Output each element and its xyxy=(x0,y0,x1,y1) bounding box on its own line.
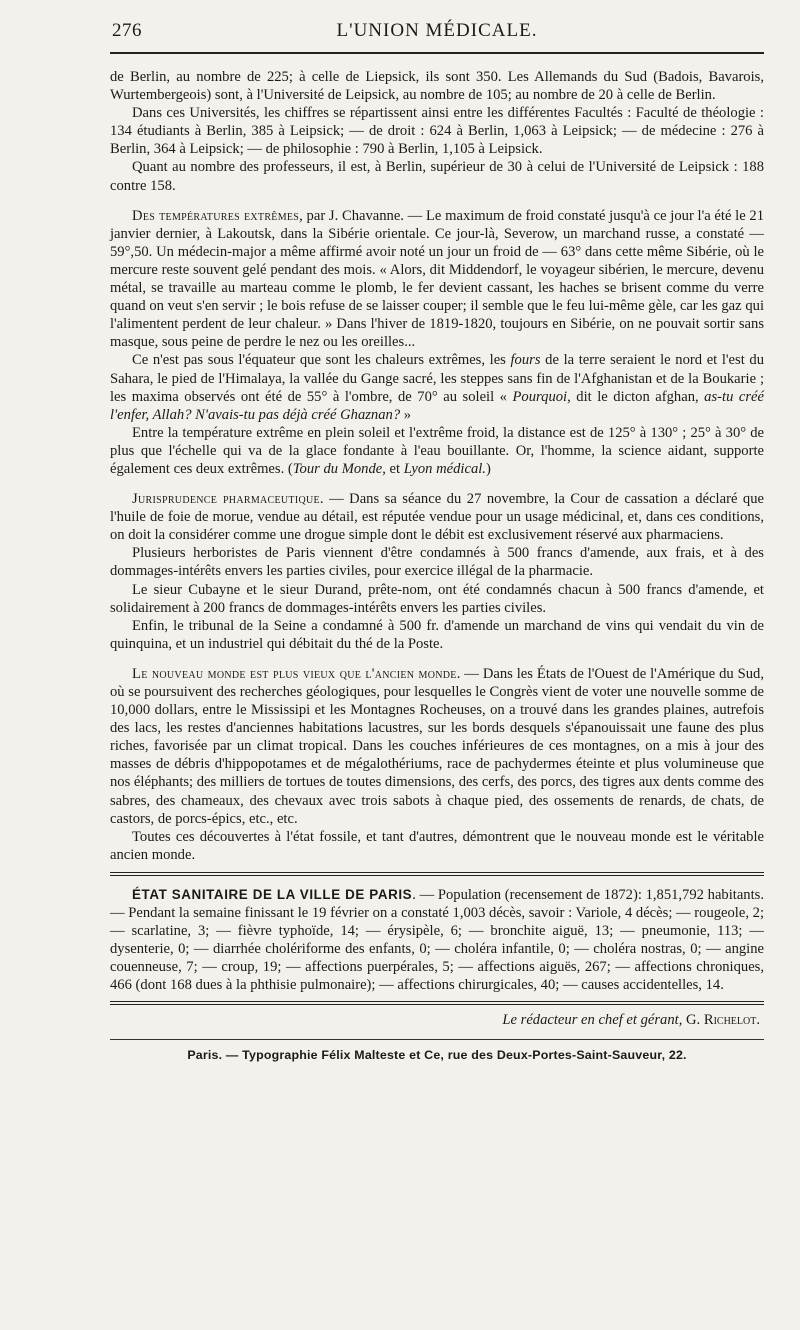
section-temperatures xyxy=(110,207,764,478)
paragraph-temperatures-3 xyxy=(110,424,764,478)
journal-title: L'UNION MÉDICALE. xyxy=(336,20,538,41)
paragraph-jurisprudence-4: Enfin, le tribunal de la Seine a condamné à 500 fr. d'amende un marchand de vins qui vendait du vin de quinquina, et un industriel qui débitait du thé de la Poste. xyxy=(110,617,764,652)
paragraph-jurisprudence-3: Le sieur Cubayne et le sieur Durand, prête-nom, ont été condamnés chacun à 500 francs d'amende, et solidairement à 200 francs de dommages-intérêts envers les parties civiles. xyxy=(110,581,764,616)
paragraph-nouveau-monde-2: Toutes ces découvertes à l'état fossile, et tant d'autres, démontrent que le nouveau monde est le véritable ancien monde. xyxy=(110,828,764,863)
text-run: ) xyxy=(485,460,491,477)
italic-run: Tour du Monde xyxy=(292,460,383,477)
page-header xyxy=(110,16,764,50)
paragraph-nouveau-monde-1 xyxy=(110,665,764,828)
paragraph-jurisprudence-2: Plusieurs herboristes de Paris viennent d'être condamnés à 500 francs d'amende, aux frais, et à des dommages-intérêts envers les parties civiles, pour exercice illégal de la pharmacie. xyxy=(110,545,764,580)
paragraph-text: . — Population (recensement de 1872): 1,851,792 habitants. — Pendant la semaine finissant le 19 février on a constaté 1,003 décès, savoir : Variole, 4 décès; — rougeole, 2; — scarlatine, 3; — fièvre typhoïde, 14; — érysipèle, 6; — bronchite aiguë, 13; — pneumonie, 113; — dysenterie, 0; — diarrhée cholériforme des enfants, 0; — choléra infantile, 0; — choléra nostras, 0; — angine couenneuse, 7; — croup, 19; — affections puerpérales, 5; — affections aiguës, 267; — affections chroniques, 466 (dont 168 dues à la phthisie pulmonaire); — affections chirurgicales, 40; — causes accidentelles, 14. xyxy=(110,886,764,994)
paragraph-universites-1: de Berlin, au nombre de 225; à celle de Liepsick, ils sont 350. Les Allemands du Sud (Badois, Bavarois, Wurtembergeois) sont, à l'Université de Leipsick, au nombre de 105; au nombre de 20 à celle de Berlin. xyxy=(110,69,764,104)
section-heading-nouveau-monde: Le nouveau monde est plus vieux que l'ancien monde xyxy=(132,665,457,682)
section-nouveau-monde xyxy=(110,665,764,864)
text-run: » xyxy=(400,406,412,423)
text-run: dit le dicton afghan, xyxy=(570,388,705,405)
paragraph-temperatures-2 xyxy=(110,351,764,423)
paragraph-etat-sanitaire xyxy=(110,886,764,995)
italic-run: fours xyxy=(510,352,541,369)
italic-run: Pourquoi, xyxy=(512,388,571,405)
section-etat-sanitaire xyxy=(110,886,764,995)
section-divider-bottom xyxy=(110,1001,764,1005)
section-heading-temperatures: Des températures extrêmes xyxy=(132,207,300,224)
italic-run: Lyon médical. xyxy=(403,460,486,477)
paragraph-text: . — Dans sa séance du 27 novembre, la Cour de cassation a déclaré que l'huile de foie de morue, vendue au détail, est réputée vendue pour un usage médicinal, et, dans ces conditions, on doit la considérer comme une drogue simple dont le débit est exclusivement réservé aux pharmaciens. xyxy=(110,491,764,544)
printer-imprint: Paris. — Typographie Félix Malteste et Ce, rue des Deux-Portes-Saint-Sauveur, 22. xyxy=(187,1047,687,1062)
section-divider xyxy=(110,872,764,876)
footer-rule xyxy=(110,1039,764,1040)
section-heading-jurisprudence: Jurisprudence pharmaceutique xyxy=(132,491,320,508)
text-run: Entre la température extrême en plein soleil et l'extrême froid, la distance est de 125° à 130° ; 25° à 30° de plus que l'échelle qui va de la glace fondante à l'eau bouillante. Or, l'homme, la science aidant, supporte également ces deux extrêmes. ( xyxy=(110,424,764,477)
header-rule xyxy=(110,52,764,54)
text-run: Ce n'est pas sous l'équateur que sont les chaleurs extrêmes, les xyxy=(132,352,511,369)
italic-run: as-tu créé l'enfer, Allah? N'avais-tu pas déjà créé Ghaznan? xyxy=(110,388,764,423)
page-number: 276 xyxy=(112,20,142,41)
editor-signature xyxy=(110,1011,764,1029)
article-body xyxy=(110,68,764,1064)
signature-name: G. Richelot. xyxy=(686,1011,760,1028)
text-run: de la terre seraient le nord et l'est du Sahara, le pied de l'Himalaya, la vallée du Gange sacré, les steppes sans fin de l'Afghanistan et de la Boukarie ; les maxima observés ont été de 55° à l'ombre, de 70° au soleil « xyxy=(110,352,764,405)
paragraph-text: . — Dans les États de l'Ouest de l'Amérique du Sud, où se poursuivent des recherches géologiques, pour lesquelles le Congrès vient de voter une nouvelle somme de 10,000 dollars, entre le Mississipi et les Montagnes Rocheuses, on a trouvé dans les grandes plaines, autrefois des lacs, les restes d'anciennes habitations lacustres, sur les bords desquels s'épanouissait une faune des plus riches, favorisée par un climat tropical. Dans les couches inférieures de ces montagnes, on a mis à jour des masses de débris d'hippopotames et de mégalothériums, race de pachydermes éteinte et plus volumineuse que nos éléphants; des milliers de tortues de toutes dimensions, des cerfs, des porcs, des tigres aux dents comme des sabres, des chameaux, des chevaux avec trois sabots à chaque pied, des ossements de renards, de chats, de castors, de porcs-épics, etc., etc. xyxy=(110,665,764,827)
signature-label: Le rédacteur en chef et gérant, xyxy=(502,1011,683,1028)
paragraph-text: , par J. Chavanne. — Le maximum de froid constaté jusqu'à ce jour l'a été le 21 janvier dernier, à Lakoutsk, dans la Sibérie orientale. Ce jour-là, Severow, un marchand russe, a constaté — 59°,50. Un médecin-major a même affirmé avoir noté un jour un froid de — 63° dans cette même Sibérie, où le mercure reste souvent gelé pendant des mois. « Alors, dit Middendorf, le voyageur sibérien, le mercure, devenu métal, se travaille au marteau comme le plomb, le fer devient cassant, les haches se brisent comme du verre quand on veut s'en servir ; le bois refuse de se laisser couper; il semble que le feu lui-même gèle, car les gaz qui l'alimentent perdent de leur chaleur. » Dans l'hiver de 1819-1820, toujours en Sibérie, on ne pouvait sortir sans masque, sous peine de perdre le nez ou les oreilles... xyxy=(110,207,764,351)
section-jurisprudence xyxy=(110,490,764,653)
text-run: , et xyxy=(382,460,404,477)
paragraph-jurisprudence-1 xyxy=(110,490,764,544)
paragraph-universites-3: Quant au nombre des professeurs, il est, à Berlin, supérieur de 30 à celui de l'Université de Leipsick : 188 contre 158. xyxy=(110,159,764,194)
paragraph-temperatures-1 xyxy=(110,207,764,352)
section-heading-etat-sanitaire: ÉTAT SANITAIRE DE LA VILLE DE PARIS xyxy=(132,886,413,902)
paragraph-universites-2: Dans ces Universités, les chiffres se répartissent ainsi entre les différentes Facultés : Faculté de théologie : 134 étudiants à Berlin, 385 à Leipsick; — de droit : 624 à Berlin, 1,063 à Leipsick; — de médecine : 276 à Berlin, 364 à Leipsick; — de philosophie : 790 à Berlin, 1,105 à Leipsick. xyxy=(110,105,764,158)
